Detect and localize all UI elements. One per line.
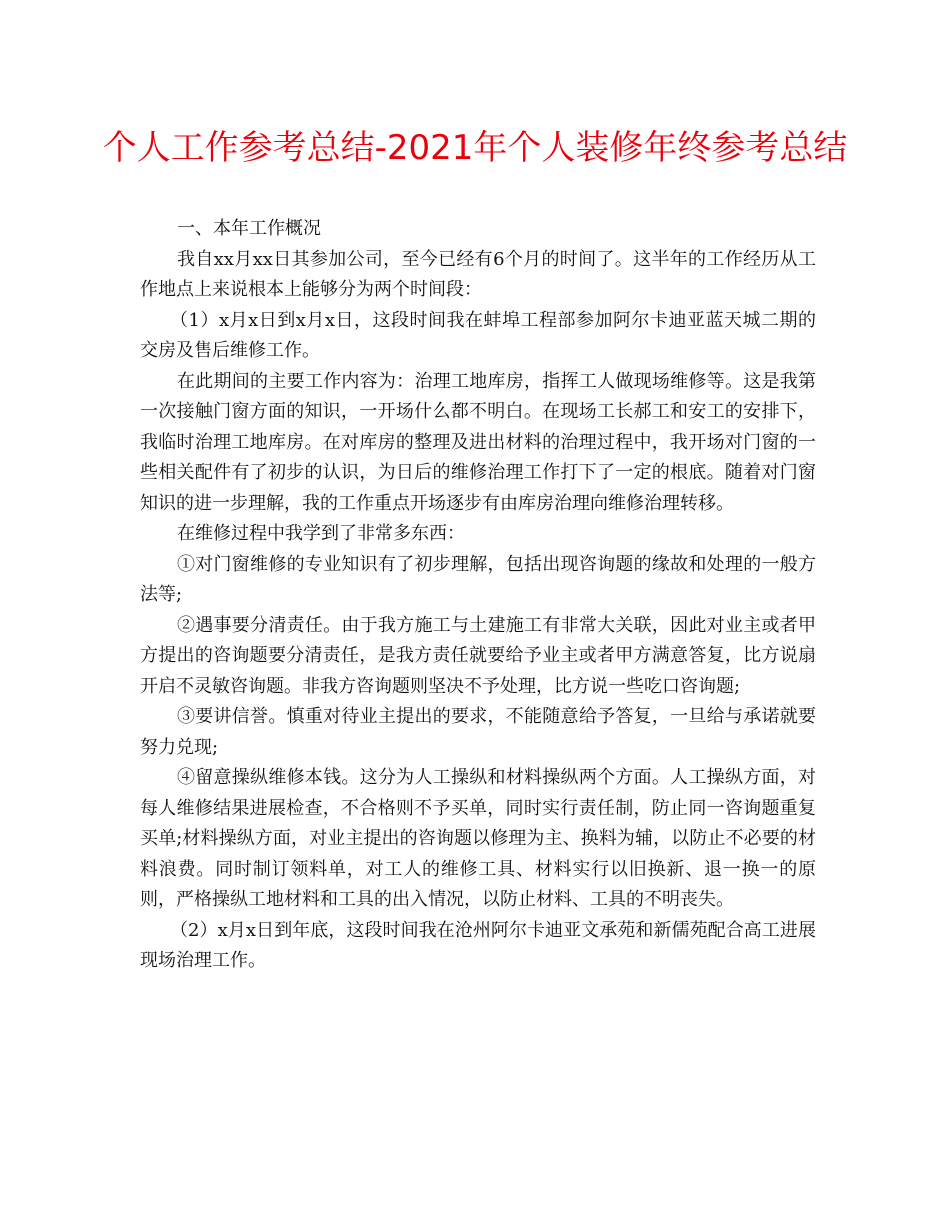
paragraph: ②遇事要分清责任。由于我方施工与土建施工有非常大关联，因此对业主或者甲方提出的咨询题要分清责任，是我方责任就要给予业主或者甲方满意答复，比方说扇开启不灵敏咨询题。非我方咨询题则坚决不予处理，比方说一些吃口咨询题; bbox=[140, 614, 816, 697]
paragraph: ④留意操纵维修本钱。这分为人工操纵和材料操纵两个方面。人工操纵方面，对每人维修结果进展检查，不合格则不予买单，同时实行责任制，防止同一咨询题重复买单;材料操纵方面，对业主提出的咨询题以修理为主、换料为辅，以防止不必要的材料浪费。同时制订领料单，对工人的维修工具、材料实行以旧换新、退一换一的原则，严格操纵工地材料和工具的出入情况，以防止材料、工具的不明丧失。 bbox=[140, 767, 816, 910]
paragraph: （1）x月x日到x月x日，这段时间我在蚌埠工程部参加阿尔卡迪亚蓝天城二期的交房及售后维修工作。 bbox=[140, 309, 816, 361]
document-body bbox=[140, 214, 816, 977]
document-title: 个人工作参考总结-2021年个人装修年终参考总结 bbox=[102, 128, 848, 168]
paragraph: 我自xx月xx日其参加公司，至今已经有6个月的时间了。这半年的工作经历从工作地点上来说根本上能够分为两个时间段： bbox=[140, 248, 816, 300]
section-heading: 一、本年工作概况 bbox=[177, 218, 321, 239]
paragraph: ①对门窗维修的专业知识有了初步理解，包括出现咨询题的缘故和处理的一般方法等; bbox=[140, 553, 816, 605]
paragraph: 在此期间的主要工作内容为：治理工地库房，指挥工人做现场维修等。这是我第一次接触门窗方面的知识，一开场什么都不明白。在现场工长郝工和安工的安排下，我临时治理工地库房。在对库房的整理及进出材料的治理过程中，我开场对门窗的一些相关配件有了初步的认识，为日后的维修治理工作打下了一定的根底。随着对门窗知识的进一步理解，我的工作重点开场逐步有由库房治理向维修治理转移。 bbox=[140, 370, 816, 514]
paragraph: ③要讲信誉。慎重对待业主提出的要求，不能随意给予答复，一旦给与承诺就要努力兑现; bbox=[140, 706, 816, 758]
paragraph: 在维修过程中我学到了非常多东西： bbox=[177, 523, 465, 544]
paragraph: （2）x月x日到年底，这段时间我在沧州阿尔卡迪亚文承苑和新儒苑配合高工进展现场治理工作。 bbox=[140, 919, 816, 971]
